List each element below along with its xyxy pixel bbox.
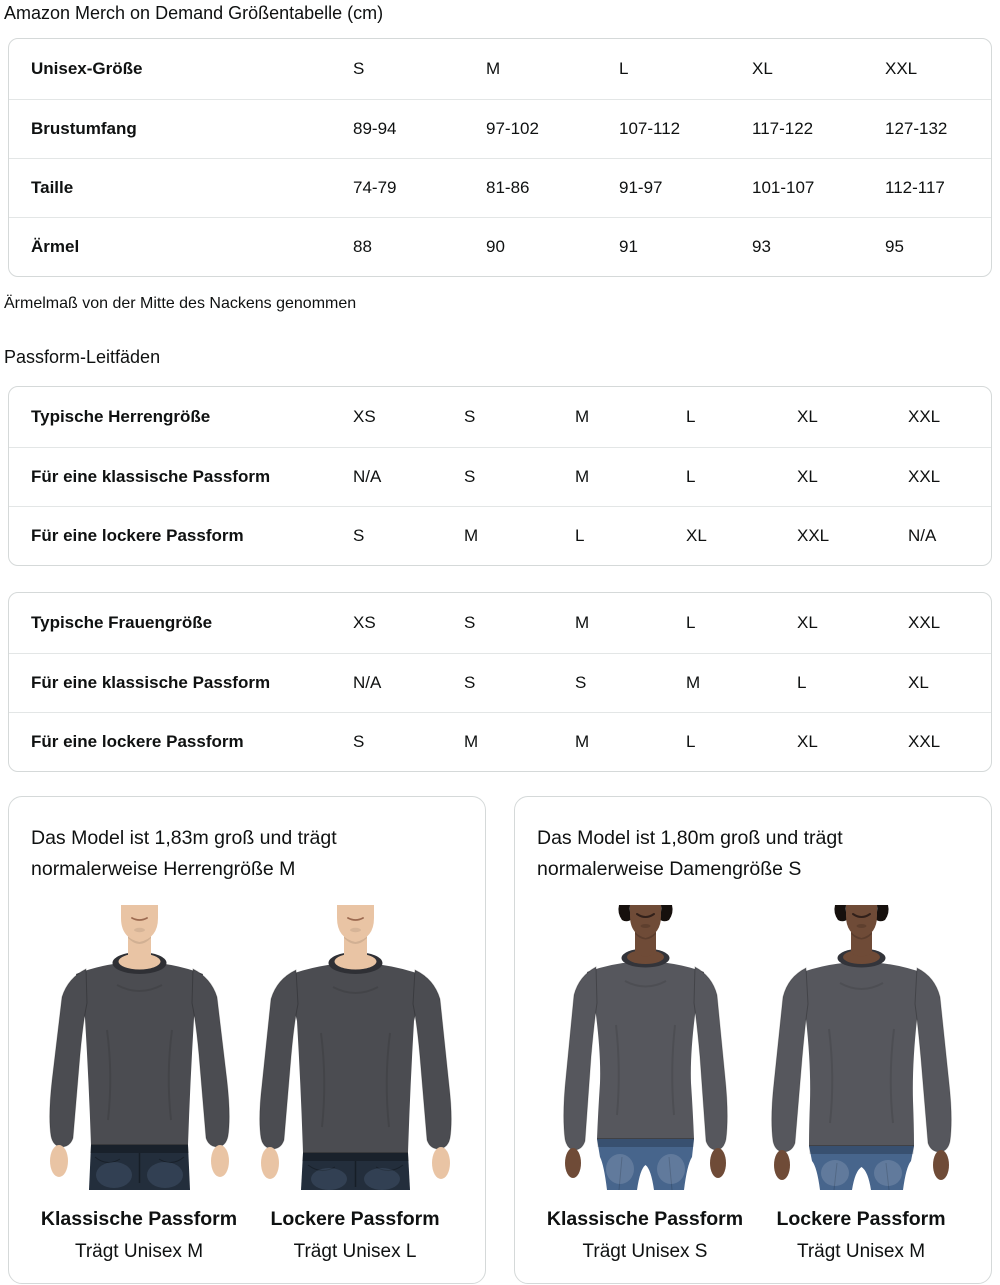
size-cell: S: [353, 506, 464, 565]
model-photo-woman-classic: [543, 905, 748, 1190]
womens-model-card: [514, 796, 992, 1284]
row-label: Für eine klassische Passform: [9, 447, 353, 506]
row-label: Typische Herrengröße: [31, 407, 211, 426]
size-cell: XXL: [885, 59, 918, 78]
size-cell: XXL: [908, 712, 991, 771]
row-label: Taille: [9, 158, 353, 217]
value-cell: 127-132: [885, 99, 991, 158]
unisex-size-table: [8, 38, 992, 277]
size-cell: M: [486, 59, 501, 78]
fit-guides-heading: Passform-Leitfäden: [4, 347, 161, 367]
table-row: [9, 99, 991, 158]
table-row: [9, 447, 991, 506]
size-cell: S: [464, 613, 476, 632]
table-row: [9, 593, 991, 653]
size-cell: XXL: [908, 613, 941, 632]
value-cell: 117-122: [752, 99, 885, 158]
value-cell: 97-102: [486, 99, 619, 158]
size-cell: L: [797, 653, 908, 712]
value-cell: 89-94: [353, 99, 486, 158]
model-cards: [8, 796, 992, 1284]
size-cell: M: [575, 613, 590, 632]
value-cell: 93: [752, 217, 885, 276]
model-photo-woman-loose: [759, 905, 964, 1190]
figure-womens-classic-fit: [537, 905, 753, 1263]
size-cell: M: [464, 506, 575, 565]
fit-label: Klassische Passform: [40, 1208, 238, 1230]
value-cell: 95: [885, 217, 991, 276]
value-cell: 91: [619, 217, 752, 276]
size-cell: XS: [353, 407, 376, 426]
mens-model-card: [8, 796, 486, 1284]
mens-fit-table: [8, 386, 992, 566]
womens-fit-table: [8, 592, 992, 772]
value-cell: 107-112: [619, 99, 752, 158]
size-cell: L: [575, 506, 686, 565]
fit-label: Lockere Passform: [270, 1208, 440, 1230]
fit-size-label: Trägt Unisex M: [74, 1241, 204, 1262]
figure-mens-loose-fit: [247, 905, 463, 1263]
row-label: Typische Frauengröße: [31, 613, 213, 632]
size-cell: XL: [797, 613, 818, 632]
size-cell: L: [686, 407, 696, 426]
table-row: [9, 712, 991, 771]
table-row: [9, 506, 991, 565]
size-cell: M: [575, 447, 686, 506]
sleeve-measure-note: Ärmelmaß von der Mitte des Nackens genommen: [4, 295, 357, 312]
size-cell: XL: [797, 712, 908, 771]
fit-label: Klassische Passform: [546, 1208, 744, 1230]
size-cell: L: [686, 447, 797, 506]
table-row: [9, 387, 991, 447]
figure-mens-classic-fit: [31, 905, 247, 1263]
row-label: Brustumfang: [9, 99, 353, 158]
table-row: [9, 158, 991, 217]
size-cell: L: [686, 613, 696, 632]
fit-label: Lockere Passform: [776, 1208, 946, 1230]
value-cell: 81-86: [486, 158, 619, 217]
size-cell: N/A: [353, 653, 464, 712]
size-cell: M: [575, 407, 590, 426]
size-cell: XXL: [797, 506, 908, 565]
model-caption: Das Model ist 1,83m groß und trägt normalerweise Herrengröße M: [31, 827, 337, 880]
figure-womens-loose-fit: [753, 905, 969, 1263]
size-cell: S: [353, 712, 464, 771]
value-cell: 90: [486, 217, 619, 276]
row-label: Für eine lockere Passform: [9, 506, 353, 565]
size-cell: XL: [797, 447, 908, 506]
value-cell: 88: [353, 217, 486, 276]
value-cell: 91-97: [619, 158, 752, 217]
size-cell: XL: [908, 653, 991, 712]
row-label: Ärmel: [9, 217, 353, 276]
size-cell: XS: [353, 613, 376, 632]
size-cell: S: [464, 447, 575, 506]
size-cell: L: [619, 59, 629, 78]
size-cell: M: [464, 712, 575, 771]
fit-size-label: Trägt Unisex S: [582, 1241, 708, 1262]
size-cell: XL: [752, 59, 773, 78]
row-label: Unisex-Größe: [31, 59, 143, 78]
size-cell: XXL: [908, 447, 991, 506]
size-cell: N/A: [353, 447, 464, 506]
size-cell: S: [464, 407, 476, 426]
size-cell: XL: [797, 407, 818, 426]
size-cell: M: [575, 712, 686, 771]
table-header-row: [9, 39, 991, 99]
size-cell: S: [464, 653, 575, 712]
fit-size-label: Trägt Unisex L: [293, 1241, 417, 1262]
value-cell: 112-117: [885, 158, 991, 217]
size-cell: N/A: [908, 506, 991, 565]
page-title: Amazon Merch on Demand Größentabelle (cm): [4, 3, 384, 23]
fit-size-label: Trägt Unisex M: [796, 1241, 926, 1262]
size-cell: XL: [686, 506, 797, 565]
size-cell: XXL: [908, 407, 941, 426]
row-label: Für eine klassische Passform: [9, 653, 353, 712]
size-cell: M: [686, 653, 797, 712]
table-row: [9, 653, 991, 712]
size-cell: S: [575, 653, 686, 712]
model-caption: Das Model ist 1,80m groß und trägt normalerweise Damengröße S: [537, 827, 843, 880]
value-cell: 101-107: [752, 158, 885, 217]
row-label: Für eine lockere Passform: [9, 712, 353, 771]
size-cell: S: [353, 59, 365, 78]
model-photo-man-loose: [253, 905, 458, 1190]
table-row: [9, 217, 991, 276]
model-photo-man-classic: [37, 905, 242, 1190]
value-cell: 74-79: [353, 158, 486, 217]
size-cell: L: [686, 712, 797, 771]
